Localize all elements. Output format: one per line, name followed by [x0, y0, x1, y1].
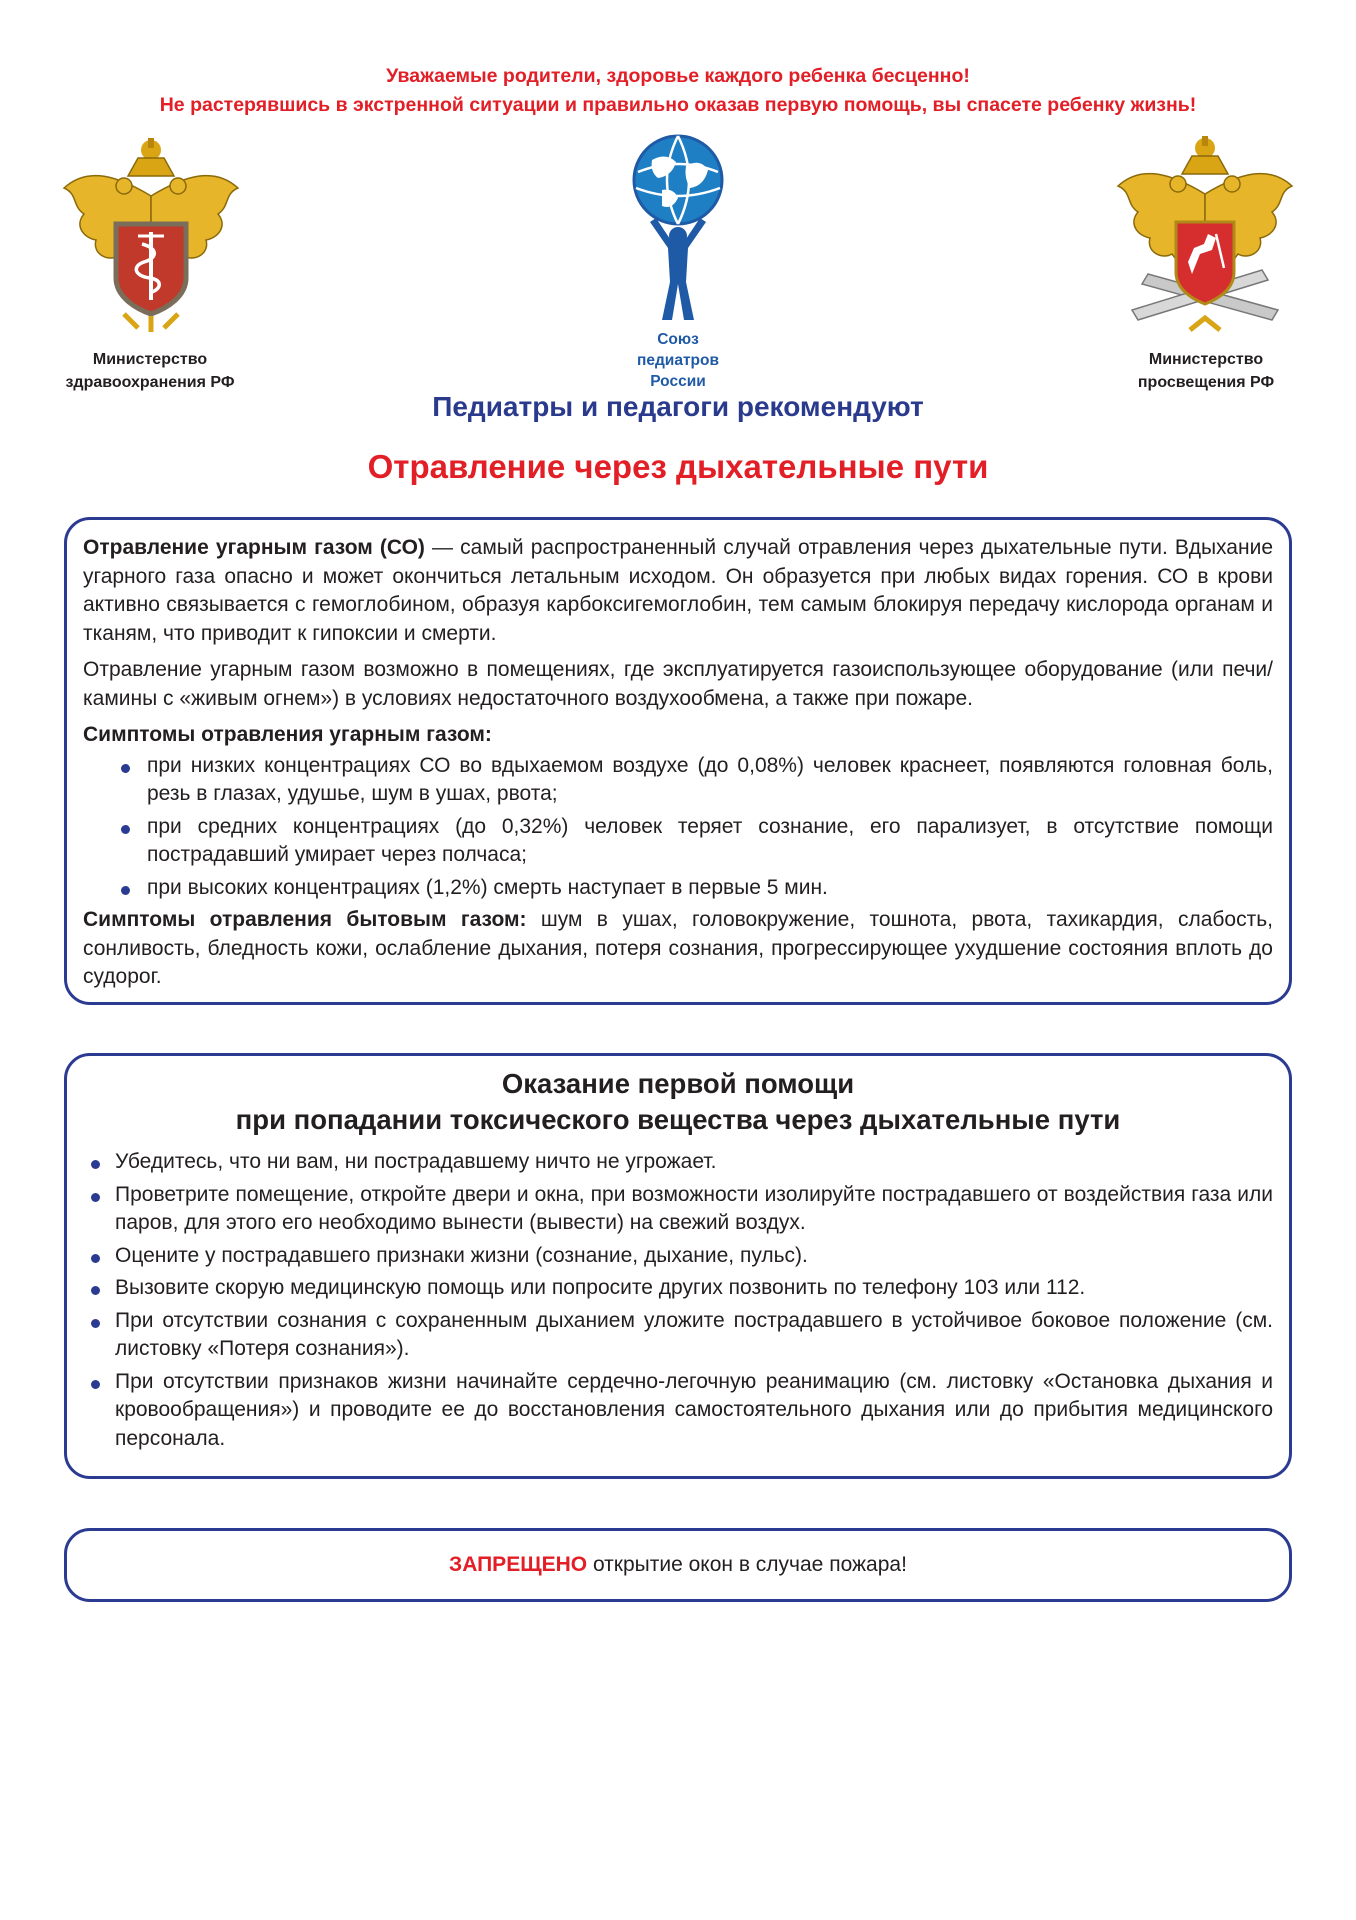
symptoms-list	[83, 752, 1273, 903]
bullet-icon	[91, 1286, 100, 1295]
ministry-health-emblem-icon	[58, 136, 244, 334]
info-box	[64, 517, 1292, 1005]
union-pediatricians-logo-icon	[628, 132, 728, 332]
warning-bold: ЗАПРЕЩЕНО	[449, 1553, 588, 1576]
bullet-icon	[91, 1193, 100, 1202]
list-item: при низких концентрациях СО во вдыхаемом воздухе (до 0,08%) человек краснеет, появляются головная боль, резь в глазах, удушье, шум в ушах, рвота;	[83, 752, 1273, 809]
household-bold: Симптомы отравления бытовым газом:	[83, 908, 527, 931]
first-aid-title: Оказание первой помощи при попадании токсического вещества через дыхательные пути	[235, 1068, 1121, 1135]
union-pediatricians-caption: Союз педиатров России	[636, 331, 720, 390]
list-item: Оцените у пострадавшего признаки жизни (сознание, дыхание, пульс).	[83, 1242, 1273, 1271]
first-aid-list	[83, 1148, 1273, 1453]
list-item: Убедитесь, что ни вам, ни пострадавшему ничто не угрожает.	[83, 1148, 1273, 1177]
bullet-icon	[121, 825, 130, 834]
header-appeal	[0, 62, 1356, 120]
intro-text: — самый распространенный случай отравления через дыхательные пути. Вдыхание угарного газа опасно и может окончиться летальным исходом. Он образуется при любых видах горения. СО в крови активно связывается с гемоглобином, образуя карбоксигемоглобин, тем самым блокируя передачу кислорода органам и тканям, что приводит к гипоксии и смерти.	[83, 536, 1273, 645]
first-aid-box	[64, 1053, 1292, 1479]
appeal-line-1: Уважаемые родители, здоровье каждого ребенка бесценно!	[386, 65, 970, 87]
ministry-education-caption: Министерство просвещения РФ	[1137, 351, 1275, 391]
ministry-education-emblem-icon	[1112, 134, 1298, 334]
bullet-icon	[91, 1160, 100, 1169]
bullet-icon	[121, 886, 130, 895]
ministry-health-caption: Министерство здравоохранения РФ	[65, 351, 235, 391]
intro-paragraph	[83, 534, 1273, 648]
household-paragraph	[83, 906, 1273, 992]
bullet-icon	[121, 764, 130, 773]
list-item: при высоких концентрациях (1,2%) смерть наступает в первые 5 мин.	[83, 874, 1273, 903]
appeal-line-2: Не растерявшись в экстренной ситуации и правильно оказав первую помощь, вы спасете ребенку жизнь!	[159, 94, 1197, 116]
warning-box	[64, 1528, 1292, 1602]
bullet-icon	[91, 1254, 100, 1263]
para-2: Отравление угарным газом возможно в помещениях, где эксплуатируется газоиспользующее оборудование (или печи/камины с «живым огнем») в условиях недостаточного воздухообмена, а также при пожаре.	[83, 658, 1273, 710]
list-item: Вызовите скорую медицинскую помощь или попросите других позвонить по телефону 103 или 112.	[83, 1274, 1273, 1303]
warning-text: ЗАПРЕЩЕНО открытие окон в случае пожара!	[449, 1553, 907, 1576]
bullet-icon	[91, 1380, 100, 1389]
list-item: при средних концентрациях (до 0,32%) человек теряет сознание, его парализует, в отсутствие помощи пострадавший умирает через полчаса;	[83, 813, 1273, 870]
recommend-heading: Педиатры и педагоги рекомендуют	[432, 391, 924, 422]
list-item: При отсутствии признаков жизни начинайте сердечно-легочную реанимацию (см. листовку «Остановка дыхания и кровообращения») и проводите ее до восстановления самостоятельного дыхания или до прибытия медицинского персонала.	[83, 1368, 1273, 1454]
intro-bold: Отравление угарным газом (СО)	[83, 536, 425, 559]
page-title: Отравление через дыхательные пути	[367, 448, 989, 485]
household-text: шум в ушах, головокружение, тошнота, рвота, тахикардия, слабость, сонливость, бледность кожи, ослабление дыхания, потеря сознания, прогрессирующее ухудшение состояния вплоть до судорог.	[83, 908, 1273, 988]
symptoms-title: Симптомы отравления угарным газом:	[83, 723, 492, 746]
bullet-icon	[91, 1319, 100, 1328]
list-item: При отсутствии сознания с сохраненным дыханием уложите пострадавшего в устойчивое боковое положение (см. листовку «Потеря сознания»).	[83, 1307, 1273, 1364]
list-item: Проветрите помещение, откройте двери и окна, при возможности изолируйте пострадавшего от воздействия газа или паров, для этого его необходимо вынести (вывести) на свежий воздух.	[83, 1181, 1273, 1238]
